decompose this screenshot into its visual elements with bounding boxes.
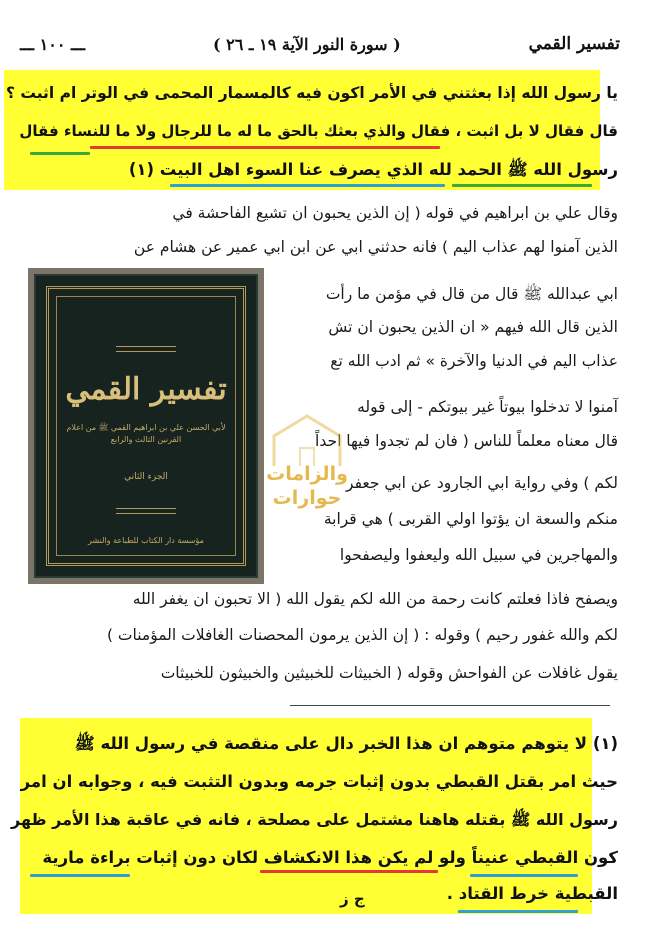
green-underline	[452, 184, 592, 187]
highlight-line-3: رسول الله ﷺ الحمد لله الذي يصرف عنا السوء اهل البيت (١)	[128, 160, 618, 179]
footer-marks: ج ز	[340, 890, 365, 908]
blue-underline	[30, 874, 130, 877]
cover-volume: الجزء الثاني	[124, 472, 168, 482]
body-line-10: والمهاجرين في سبيل الله وليعفوا وليصفحوا	[339, 546, 618, 564]
body-line-5: عذاب اليم في الدنيا والآخرة » ثم ادب الله تع	[330, 352, 618, 370]
highlight-line-2: قال فقال لا بل اثبت ، فقال والذي بعثك بالحق ما له ما للرجال ولا ما للنساء فقال	[19, 122, 618, 140]
body-line-13: يقول غافلات عن الفواحش وقوله ( الخبيثات للخبيثين والخبيثون للخبيثات	[160, 664, 618, 682]
page-header	[20, 30, 620, 58]
highlight-line-1: يا رسول الله إذا بعثتني في الأمر اكون فيه كالمسمار المحمى في الوتر ام اثبت ؟	[5, 84, 618, 102]
blue-underline	[170, 184, 445, 187]
footnote-line-2: حيث امر بقتل القبطي بدون إثبات جرمه وبدون التثبت فيه ، وجوابه ان امر	[20, 772, 618, 791]
body-line-2: الذين آمنوا لهم عذاب اليم ) فانه حدثني ابي عن ابن ابي عمير عن هشام عن	[133, 238, 618, 256]
body-line-11: ويصفح فاذا فعلتم كانت رحمة من الله لكم يقول الله ( الا تحبون ان يغفر الله	[132, 590, 618, 608]
ornament-bottom	[116, 508, 176, 514]
footnote-line-3: رسول الله ﷺ بقتله هاهنا مشتمل على مصلحة ، فانه في عاقبة هذا الأمر ظهر	[11, 810, 618, 829]
page-number: ـــ ١٠٠ ـــ	[20, 34, 86, 54]
red-underline	[90, 146, 440, 149]
blue-underline	[458, 910, 578, 913]
watermark-logo	[262, 410, 352, 520]
blue-underline	[470, 874, 578, 877]
footnote-line-1: (١) لا يتوهم متوهم ان هذا الخبر دال على منقصة في رسول الله ﷺ	[74, 734, 618, 753]
ornament-top	[116, 346, 176, 352]
red-underline	[260, 870, 438, 873]
footnote-divider	[290, 705, 610, 706]
cover-title: تفسير القمي	[65, 372, 227, 407]
house-outline-icon	[262, 410, 352, 470]
book-cover-photo	[28, 268, 264, 584]
green-underline	[30, 152, 90, 155]
cover-publisher: مؤسسة دار الكتاب للطباعة والنشر	[88, 536, 204, 545]
body-line-1: وقال علي بن ابراهيم في قوله ( إن الذين يحبون ان تشيع الفاحشة في	[172, 204, 618, 222]
body-line-6: آمنوا لا تدخلوا بيوتاً غير بيوتكم - إلى قوله	[357, 398, 618, 416]
body-line-9: منكم والسعة ان يؤتوا اولي القربى ) هي قرابة	[323, 510, 618, 528]
footnote-line-5: القبطية خرط القتاد .	[446, 884, 618, 903]
cover-subtitle: لأبي الحسن علي بن ابراهيم القمي ﷺ من اعلام القرنين الثالث والرابع	[66, 423, 226, 444]
body-line-3: ابي عبدالله ﷺ قال من قال في مؤمن ما رأت	[325, 285, 618, 303]
book-cover	[34, 274, 258, 578]
footnote-line-4: كون القبطي عنيناً ولو لم يكن هذا الانكشاف لكان دون إثبات براءة مارية	[42, 848, 618, 867]
watermark-text: والزامات حوارات	[266, 463, 348, 509]
body-line-8: لكم ) وفي رواية ابي الجارود عن ابي جعفر	[346, 474, 618, 492]
body-line-12: لكم والله غفور رحيم ) وقوله : ( إن الذين يرمون المحصنات الغافلات المؤمنات )	[106, 626, 618, 644]
body-line-4: الذين قال الله فيهم « ان الذين يحبون ان تش	[328, 318, 618, 336]
book-title: تفسير القمي	[528, 34, 620, 54]
body-line-7: قال معناه معلماً للناس ( فان لم تجدوا فيها احداً	[315, 432, 618, 450]
sura-reference: ( سورة النور الآية ١٩ ـ ٢٦ )	[212, 34, 401, 54]
